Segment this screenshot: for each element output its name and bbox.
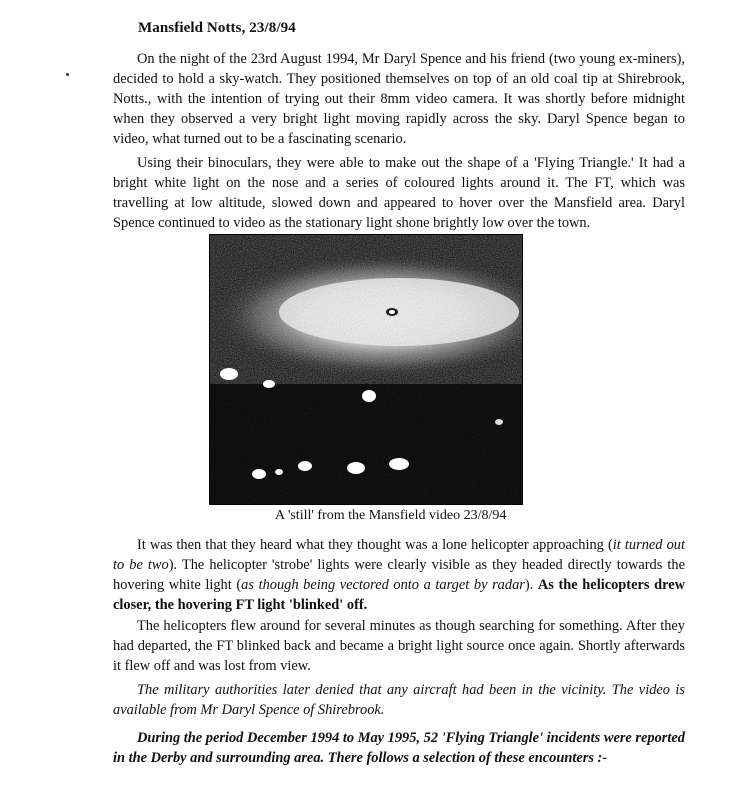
article-title: Mansfield Notts, 23/8/94 xyxy=(138,20,296,36)
photo-caption: A 'still' from the Mansfield video 23/8/94 xyxy=(275,508,507,523)
paragraph-3-italic-a: it turned out to be two xyxy=(113,537,685,573)
paragraph-4 xyxy=(113,616,685,676)
paragraph-3 xyxy=(113,535,685,615)
paragraph-5-text: The military authorities later denied that any aircraft had been in the vicinity. The video is available from Mr Daryl Spence of Shirebrook. xyxy=(113,682,685,718)
paragraph-4-text: The helicopters flew around for several minutes as though searching for something. After they had departed, the FT blinked back and became a bright light source once again. Shortly afterwards it flew off and was lost from view. xyxy=(113,618,685,674)
margin-dot xyxy=(66,73,69,76)
paragraph-3-text-e: ). xyxy=(524,577,534,593)
paragraph-5 xyxy=(113,680,685,720)
paragraph-1 xyxy=(113,49,685,149)
paragraph-3-bold: As the helicopters drew closer, the hovering FT light 'blinked' off. xyxy=(113,577,685,613)
paragraph-6-text: During the period December 1994 to May 1995, 52 'Flying Triangle' incidents were reported in the Derby and surrounding area. There follows a selection of these encounters :- xyxy=(113,730,685,766)
paragraph-3-text-c: ). The helicopter 'strobe' lights were clearly visible as they headed directly towards the hovering white light ( xyxy=(113,557,685,593)
paragraph-3-text-a: It was then that they heard what they thought was a lone helicopter approaching ( xyxy=(137,537,613,553)
paragraph-2 xyxy=(113,153,685,233)
paragraph-6 xyxy=(113,728,685,768)
paragraph-3-italic-b: as though being vectored onto a target by radar xyxy=(241,577,525,593)
video-still-photo xyxy=(209,234,523,505)
paragraph-1-text: On the night of the 23rd August 1994, Mr Daryl Spence and his friend (two young ex-miners), decided to hold a sky-watch. They positioned themselves on top of an old coal tip at Shirebrook, Notts., with the intention of trying out their 8mm video camera. It was shortly before midnight when they observed a very bright light moving rapidly across the sky. Daryl Spence began to video, what turned out to be a fascinating scenario. xyxy=(113,51,685,147)
paragraph-2-text: Using their binoculars, they were able to make out the shape of a 'Flying Triangle.' It had a bright white light on the nose and a series of coloured lights around it. The FT, which was travelling at low altitude, slowed down and appeared to hover over the Mansfield area. Daryl Spence continued to video as the stationary light shone brightly low over the town. xyxy=(113,155,685,231)
